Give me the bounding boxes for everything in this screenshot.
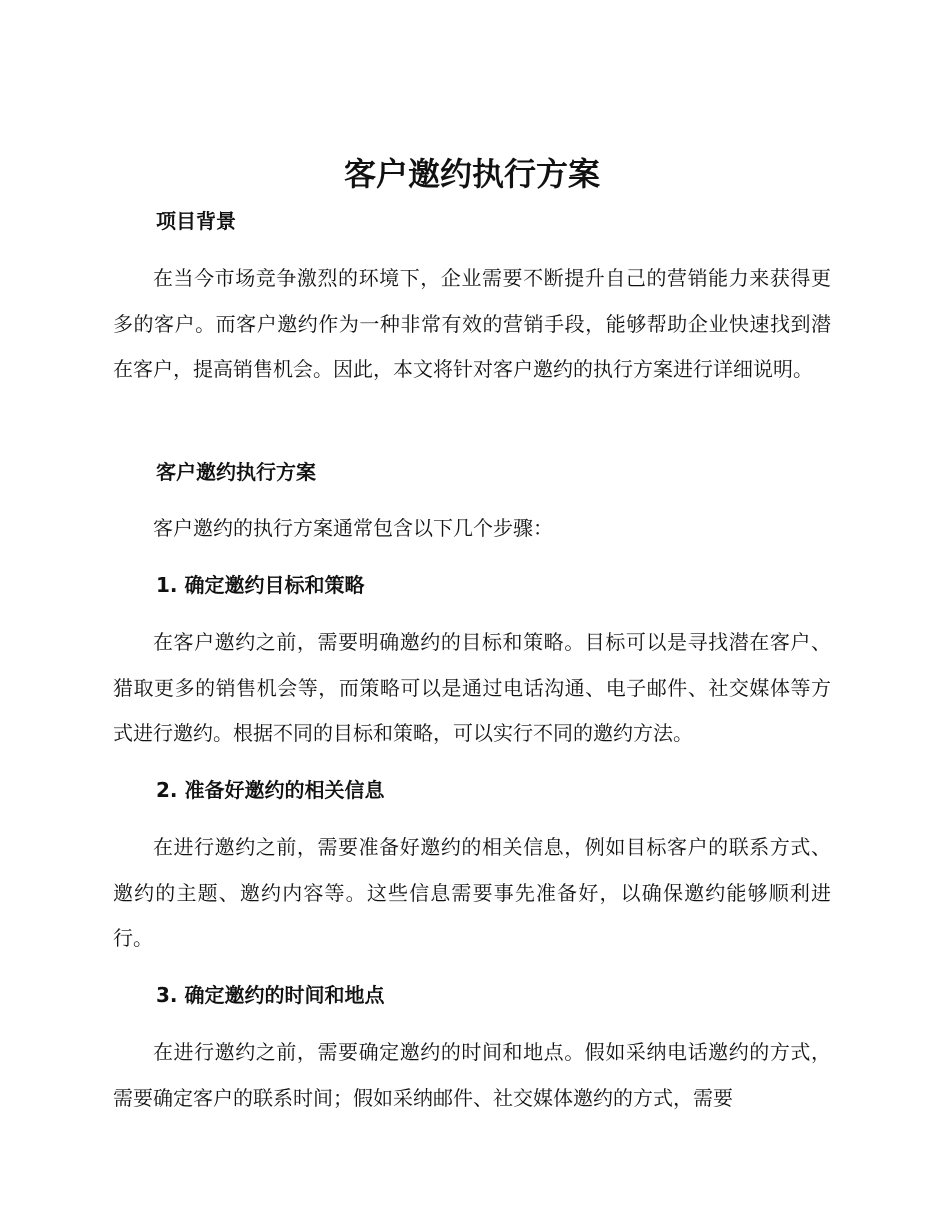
section-heading-step-3: 3. 确定邀约的时间和地点 [156,983,385,1007]
section-paragraph-step-3: 在进行邀约之前，需要确定邀约的时间和地点。假如采纳电话邀约的方式，需要确定客户的联系时间；假如采纳邮件、社交媒体邀约的方式，需要 [113,1040,831,1110]
document-title: 客户邀约执行方案 [343,155,600,193]
section-heading-background: 项目背景 [156,209,236,233]
section-paragraph-step-2: 在进行邀约之前，需要准备好邀约的相关信息，例如目标客户的联系方式、邀约的主题、邀约内容等。这些信息需要事先准备好，以确保邀约能够顺利进行。 [113,835,831,950]
section-heading-plan: 客户邀约执行方案 [156,460,316,484]
section-heading-step-2: 2. 准备好邀约的相关信息 [156,778,385,802]
section-heading-step-1: 1. 确定邀约目标和策略 [156,573,365,597]
section-paragraph-background: 在当今市场竞争激烈的环境下，企业需要不断提升自己的营销能力来获得更多的客户。而客户邀约作为一种非常有效的营销手段，能够帮助企业快速找到潜在客户，提高销售机会。因此，本文将针对客户邀约的执行方案进行详细说明。 [113,266,831,381]
section-paragraph-plan: 客户邀约的执行方案通常包含以下几个步骤： [153,516,553,540]
section-paragraph-step-1: 在客户邀约之前，需要明确邀约的目标和策略。目标可以是寻找潜在客户、猎取更多的销售机会等，而策略可以是通过电话沟通、电子邮件、社交媒体等方式进行邀约。根据不同的目标和策略，可以实行不同的邀约方法。 [113,630,831,745]
